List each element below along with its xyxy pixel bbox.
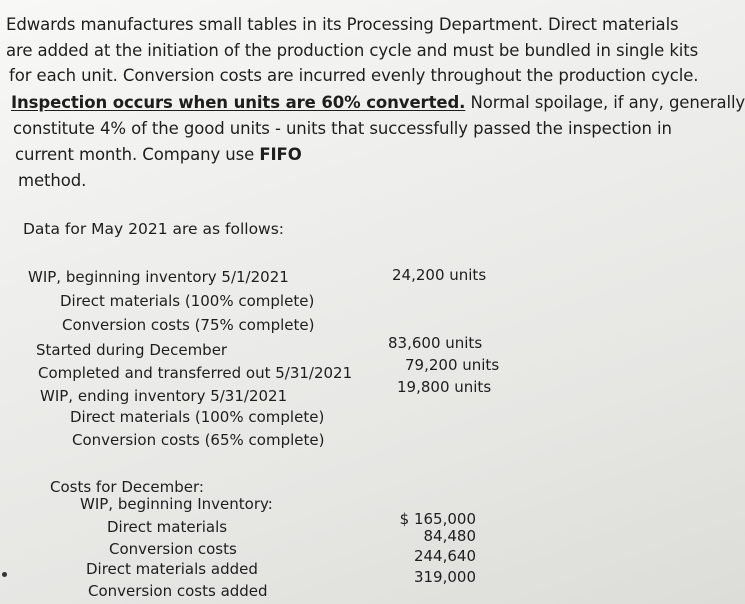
completed-label: Completed and transferred out 5/31/2021 (38, 364, 353, 382)
dm-end-label: Direct materials (100% complete) (70, 408, 325, 426)
costs-cc-value: 84,480 (423, 527, 476, 545)
intro-line-4 (11, 90, 745, 115)
wip-end-label: WIP, ending inventory 5/31/2021 (40, 387, 288, 405)
inspection-note: Inspection occurs when units are 60% converted. (11, 93, 466, 112)
costs-heading: Costs for December: (50, 478, 204, 496)
completed-value: 79,200 units (405, 356, 500, 374)
cc-end-label: Conversion costs (65% complete) (72, 431, 325, 449)
data-heading: Data for May 2021 are as follows: (23, 220, 285, 238)
intro-line-6 (15, 142, 302, 167)
intro-line-6-start: current month. Company use (15, 145, 260, 164)
costs-dm-added-label: Direct materials added (86, 560, 258, 578)
intro-line-7: method. (18, 171, 87, 190)
started-label: Started during December (36, 341, 228, 359)
intro-line-3: for each unit. Conversion costs are incurred evenly throughout the production cycle. (9, 66, 699, 85)
intro-line-1: Edwards manufactures small tables in its Processing Department. Direct materials (6, 15, 679, 34)
costs-wip-begin-label: WIP, beginning Inventory: (80, 495, 273, 513)
dm-begin-label: Direct materials (100% complete) (60, 292, 315, 310)
costs-cc-added-label: Conversion costs added (88, 582, 268, 600)
bullet-mark (2, 572, 7, 577)
intro-line-5: constitute 4% of the good units - units that successfully passed the inspection in (13, 119, 672, 138)
intro-line-4-rest: Normal spoilage, if any, generally (465, 93, 745, 112)
fifo-label: FIFO (259, 145, 302, 164)
wip-end-value: 19,800 units (397, 378, 492, 396)
cc-begin-label: Conversion costs (75% complete) (62, 316, 315, 334)
costs-cc-added-value: 319,000 (413, 568, 476, 586)
intro-line-2: are added at the initiation of the production cycle and must be bundled in single kits (6, 41, 699, 60)
costs-dm-label: Direct materials (107, 518, 228, 536)
costs-dm-added-value: 244,640 (413, 547, 476, 565)
costs-dm-value: $ 165,000 (399, 510, 476, 528)
wip-begin-value: 24,200 units (392, 266, 487, 284)
costs-cc-label: Conversion costs (109, 540, 237, 558)
started-value: 83,600 units (388, 334, 483, 352)
wip-begin-label: WIP, beginning inventory 5/1/2021 (28, 268, 289, 286)
